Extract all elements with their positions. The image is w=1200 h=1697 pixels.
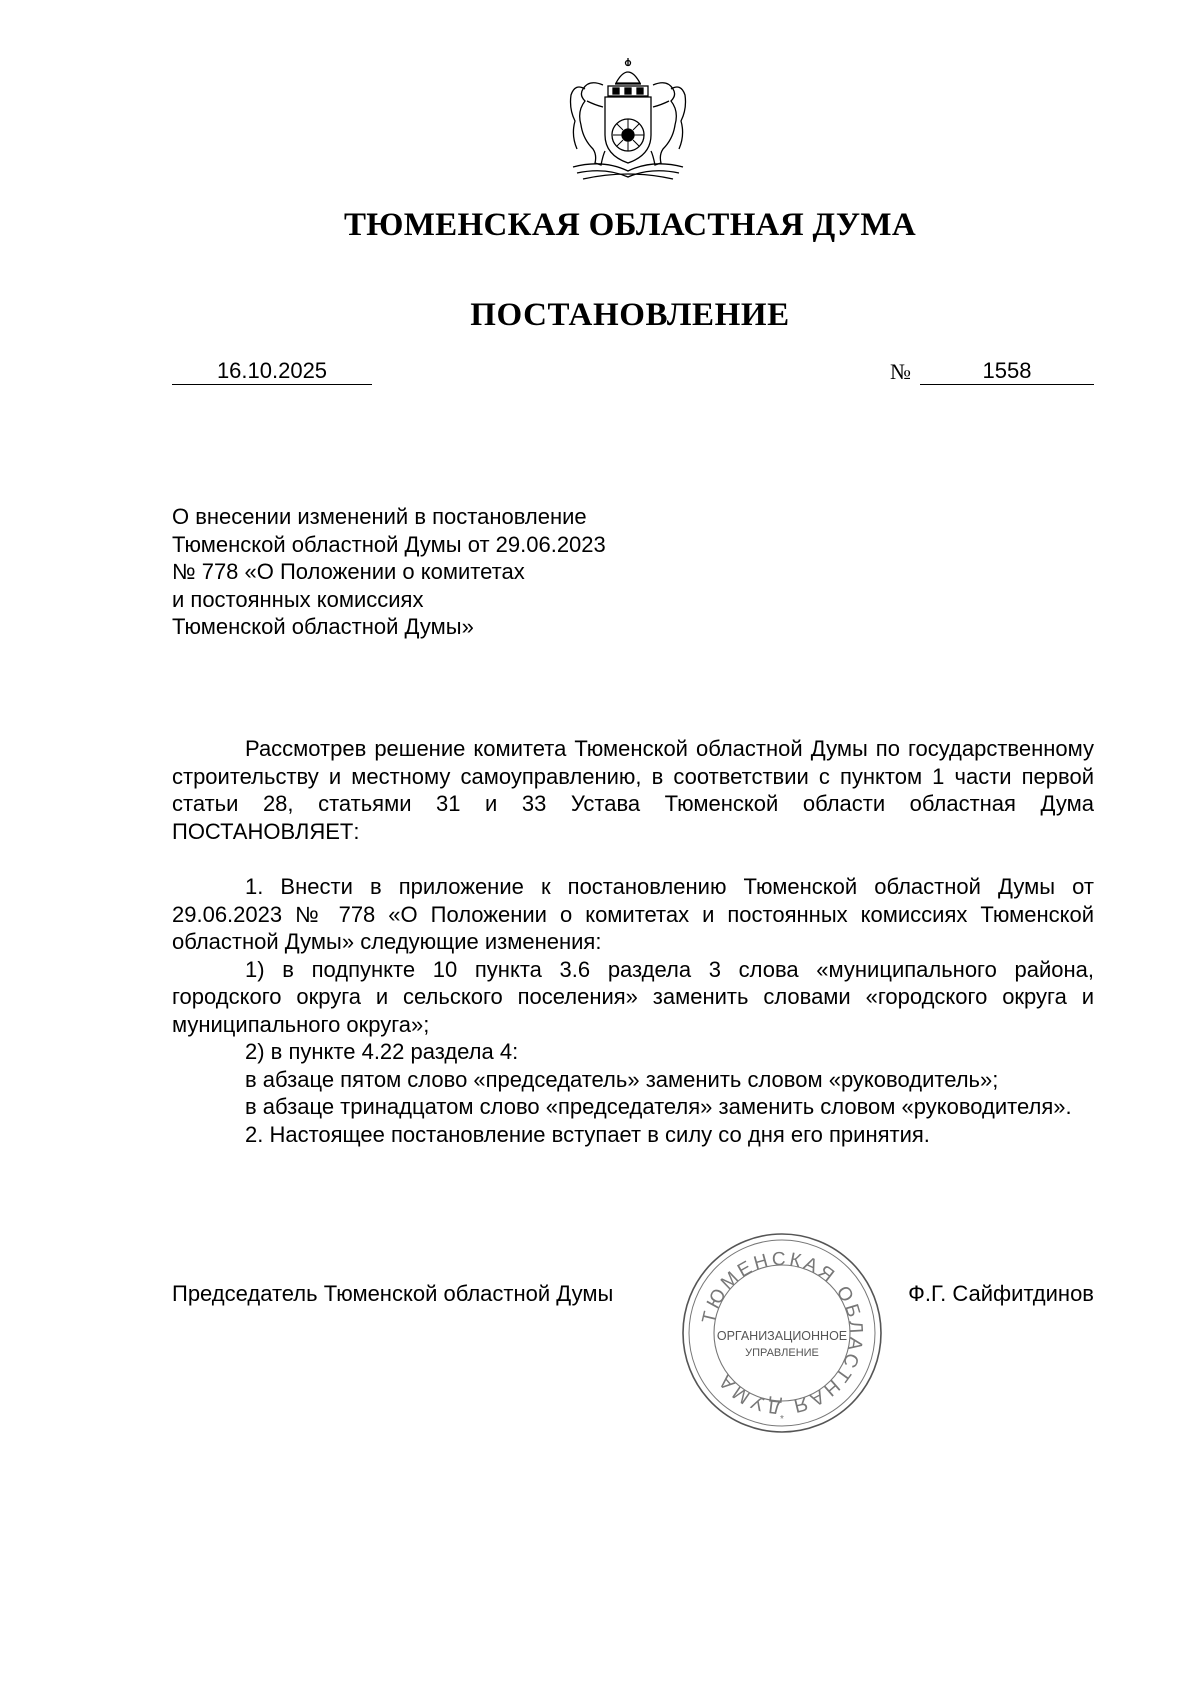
body-paragraph: в абзаце тринадцатом слово «председателя» заменить словом «руководителя».: [245, 1094, 1072, 1119]
svg-text:ОРГАНИЗАЦИОННОЕ: ОРГАНИЗАЦИОННОЕ: [716, 1329, 848, 1343]
svg-text:УПРАВЛЕНИЕ: УПРАВЛЕНИЕ: [745, 1347, 819, 1359]
body-paragraph: 2) в пункте 4.22 раздела 4:: [245, 1039, 519, 1064]
subject-line: Тюменской областной Думы»: [172, 614, 474, 639]
svg-text:ТЮМЕНСКАЯ ОБЛАСТНАЯ ДУМА: ТЮМЕНСКАЯ ОБЛАСТНАЯ ДУМА: [698, 1248, 867, 1418]
number-sign: №: [890, 359, 911, 384]
subject-line: Тюменской областной Думы от 29.06.2023: [172, 531, 606, 557]
body-paragraph: 2. Настоящее постановление вступает в силу со дня его принятия.: [245, 1121, 930, 1147]
signatory-name: Ф.Г. Сайфитдинов: [908, 1281, 1094, 1306]
organization-title: ТЮМЕНСКАЯ ОБЛАСТНАЯ ДУМА: [343, 207, 917, 243]
document-number: 1558: [920, 357, 1094, 385]
document-subject: [172, 503, 772, 641]
body-paragraph: 1. Внести в приложение к постановлению Тюменской областной Думы от 29.06.2023 № 778 «О Положении о комитетах и постоянных комиссиях Тюменской областной Думы» следующие изменения:: [172, 874, 1094, 954]
document-date: 16.10.2025: [172, 357, 372, 385]
document-body: [172, 735, 1094, 1148]
svg-text:*: *: [780, 1414, 784, 1425]
subject-line: О внесении изменений в постановление: [172, 504, 587, 529]
body-paragraph: в абзаце пятом слово «председатель» заменить словом «руководитель»;: [245, 1066, 999, 1092]
official-seal-icon: [680, 1232, 884, 1434]
signatory-role: Председатель Тюменской областной Думы: [172, 1281, 614, 1306]
coat-of-arms-icon: [553, 55, 703, 185]
preamble-paragraph: Рассмотрев решение комитета Тюменской областной Думы по государственному строительству и местному самоуправлению, в соответствии с пунктом 1 части первой статьи 28, статьями 31 и 33 Устава Тюменской области областная Дума ПОСТАНОВЛЯЕТ:: [172, 736, 1094, 844]
body-paragraph: 1) в подпункте 10 пункта 3.6 раздела 3 слова «муниципального района, городского округа и сельского поселения» заменить словами «городского округа и муниципального округа»;: [172, 956, 1094, 1037]
subject-line: и постоянных комиссиях: [172, 586, 424, 612]
subject-line: № 778 «О Положении о комитетах: [172, 559, 525, 584]
document-type: ПОСТАНОВЛЕНИЕ: [470, 297, 790, 333]
